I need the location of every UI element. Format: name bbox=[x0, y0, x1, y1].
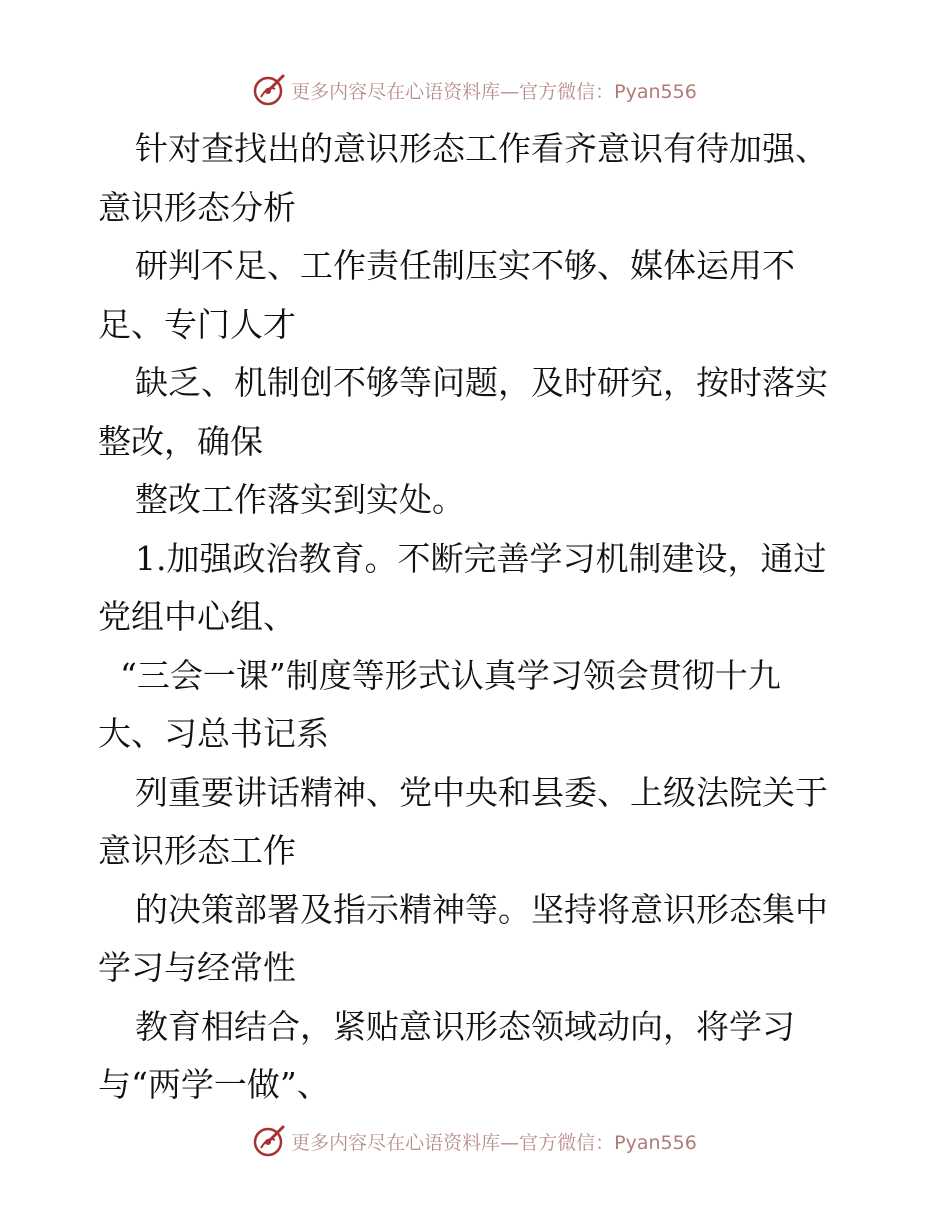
text-line: 整改，确保 bbox=[98, 421, 263, 461]
text-line: 学习与经常性 bbox=[98, 948, 296, 987]
text-line: 1.加强政治教育。不断完善学习机制建设，通过 bbox=[135, 538, 827, 578]
text-line: 足、专门人才 bbox=[98, 304, 296, 344]
header-watermark bbox=[0, 70, 950, 110]
text-line: 针对查找出的意识形态工作看齐意识有待加强、 bbox=[135, 129, 828, 168]
text-line: 意识形态工作 bbox=[98, 831, 296, 870]
text-line: 与“两学一做”、 bbox=[98, 1065, 330, 1104]
text-line: 列重要讲话精神、党中央和县委、上级法院关于 bbox=[135, 772, 828, 812]
text-line: 整改工作落实到实处。 bbox=[135, 480, 465, 519]
text-line: 的决策部署及指示精神等。坚持将意识形态集中 bbox=[135, 889, 828, 929]
text-line: 缺乏、机制创不够等问题，及时研究，按时落实 bbox=[135, 363, 828, 402]
text-line: 研判不足、工作责任制压实不够、媒体运用不 bbox=[135, 246, 795, 285]
footer-watermark bbox=[0, 1121, 950, 1161]
footer-watermark-text: 更多内容尽在心语资料库—官方微信： bbox=[291, 1131, 615, 1154]
text-line: 意识形态分析 bbox=[98, 187, 296, 227]
logo-pen-icon bbox=[253, 73, 287, 107]
header-watermark-text: 更多内容尽在心语资料库—官方微信： bbox=[291, 80, 615, 103]
text-line: 教育相结合，紧贴意识形态领域动向，将学习 bbox=[135, 1006, 795, 1046]
text-line: 大、习总书记系 bbox=[98, 714, 329, 753]
document-body bbox=[98, 120, 858, 1115]
logo-pen-icon bbox=[253, 1124, 287, 1158]
text-line: “三会一课”制度等形式认真学习领会贯彻十九 bbox=[120, 655, 781, 695]
header-watermark-account: Pyan556 bbox=[614, 80, 697, 103]
footer-watermark-account: Pyan556 bbox=[614, 1131, 697, 1154]
text-line: 党组中心组、 bbox=[98, 597, 296, 636]
